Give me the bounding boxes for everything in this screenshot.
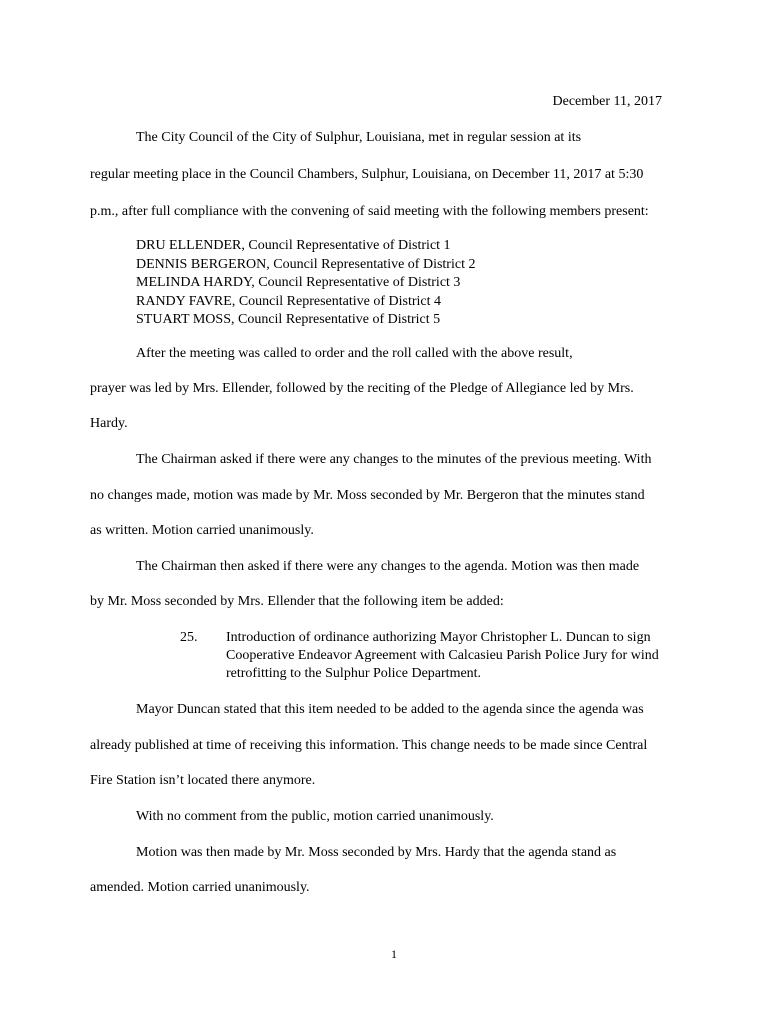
page-number: 1	[391, 947, 397, 961]
agenda-item-line-2: Cooperative Endeavor Agreement with Calcasieu Parish Police Jury for wind	[226, 648, 659, 663]
prayer-line-2: prayer was led by Mrs. Ellender, followed by the reciting of the Pledge of Allegiance led by Mrs.	[90, 381, 634, 396]
agenda-changes-line-1: The Chairman then asked if there were any changes to the agenda. Motion was then made	[136, 559, 640, 574]
prayer-line-1: After the meeting was called to order and the roll called with the above result,	[136, 346, 573, 361]
member-district-3: MELINDA HARDY, Council Representative of District 3	[136, 275, 461, 290]
agenda-item-number: 25.	[180, 630, 198, 645]
member-district-2: DENNIS BERGERON, Council Representative of District 2	[136, 256, 476, 272]
intro-line-1: The City Council of the City of Sulphur, Louisiana, met in regular session at its	[136, 130, 582, 145]
member-district-1: DRU ELLENDER, Council Representative of District 1	[136, 238, 451, 253]
member-district-5: STUART MOSS, Council Representative of District 5	[136, 312, 441, 327]
intro-line-3: p.m., after full compliance with the convening of said meeting with the following members present:	[90, 204, 649, 219]
agenda-changes-line-2: by Mr. Moss seconded by Mrs. Ellender that the following item be added:	[90, 594, 504, 609]
mayor-statement-line-2: already published at time of receiving this information. This change needs to be made since Central	[90, 738, 648, 753]
intro-line-2: regular meeting place in the Council Chambers, Sulphur, Louisiana, on December 11, 2017 at 5:30	[90, 167, 644, 182]
agenda-motion-line-2: amended. Motion carried unanimously.	[90, 880, 310, 895]
meeting-date: December 11, 2017	[552, 94, 662, 109]
mayor-statement-line-1: Mayor Duncan stated that this item needed to be added to the agenda since the agenda was	[136, 702, 644, 717]
agenda-item-text	[226, 629, 706, 683]
agenda-item-line-1: Introduction of ordinance authorizing Mayor Christopher L. Duncan to sign	[226, 630, 651, 645]
minutes-line-3: as written. Motion carried unanimously.	[90, 523, 314, 538]
minutes-line-2: no changes made, motion was made by Mr. Moss seconded by Mr. Bergeron that the minutes stand	[90, 488, 645, 503]
minutes-line-1: The Chairman asked if there were any changes to the minutes of the previous meeting. With	[136, 452, 652, 467]
members-list	[136, 237, 475, 330]
prayer-line-3: Hardy.	[90, 416, 128, 431]
mayor-statement-line-3: Fire Station isn’t located there anymore.	[90, 773, 316, 788]
public-comment-line: With no comment from the public, motion carried unanimously.	[136, 809, 494, 824]
agenda-item-line-3: retrofitting to the Sulphur Police Department.	[226, 666, 482, 681]
agenda-motion-line-1: Motion was then made by Mr. Moss seconded by Mrs. Hardy that the agenda stand as	[136, 845, 617, 860]
member-district-4: RANDY FAVRE, Council Representative of District 4	[136, 293, 441, 309]
